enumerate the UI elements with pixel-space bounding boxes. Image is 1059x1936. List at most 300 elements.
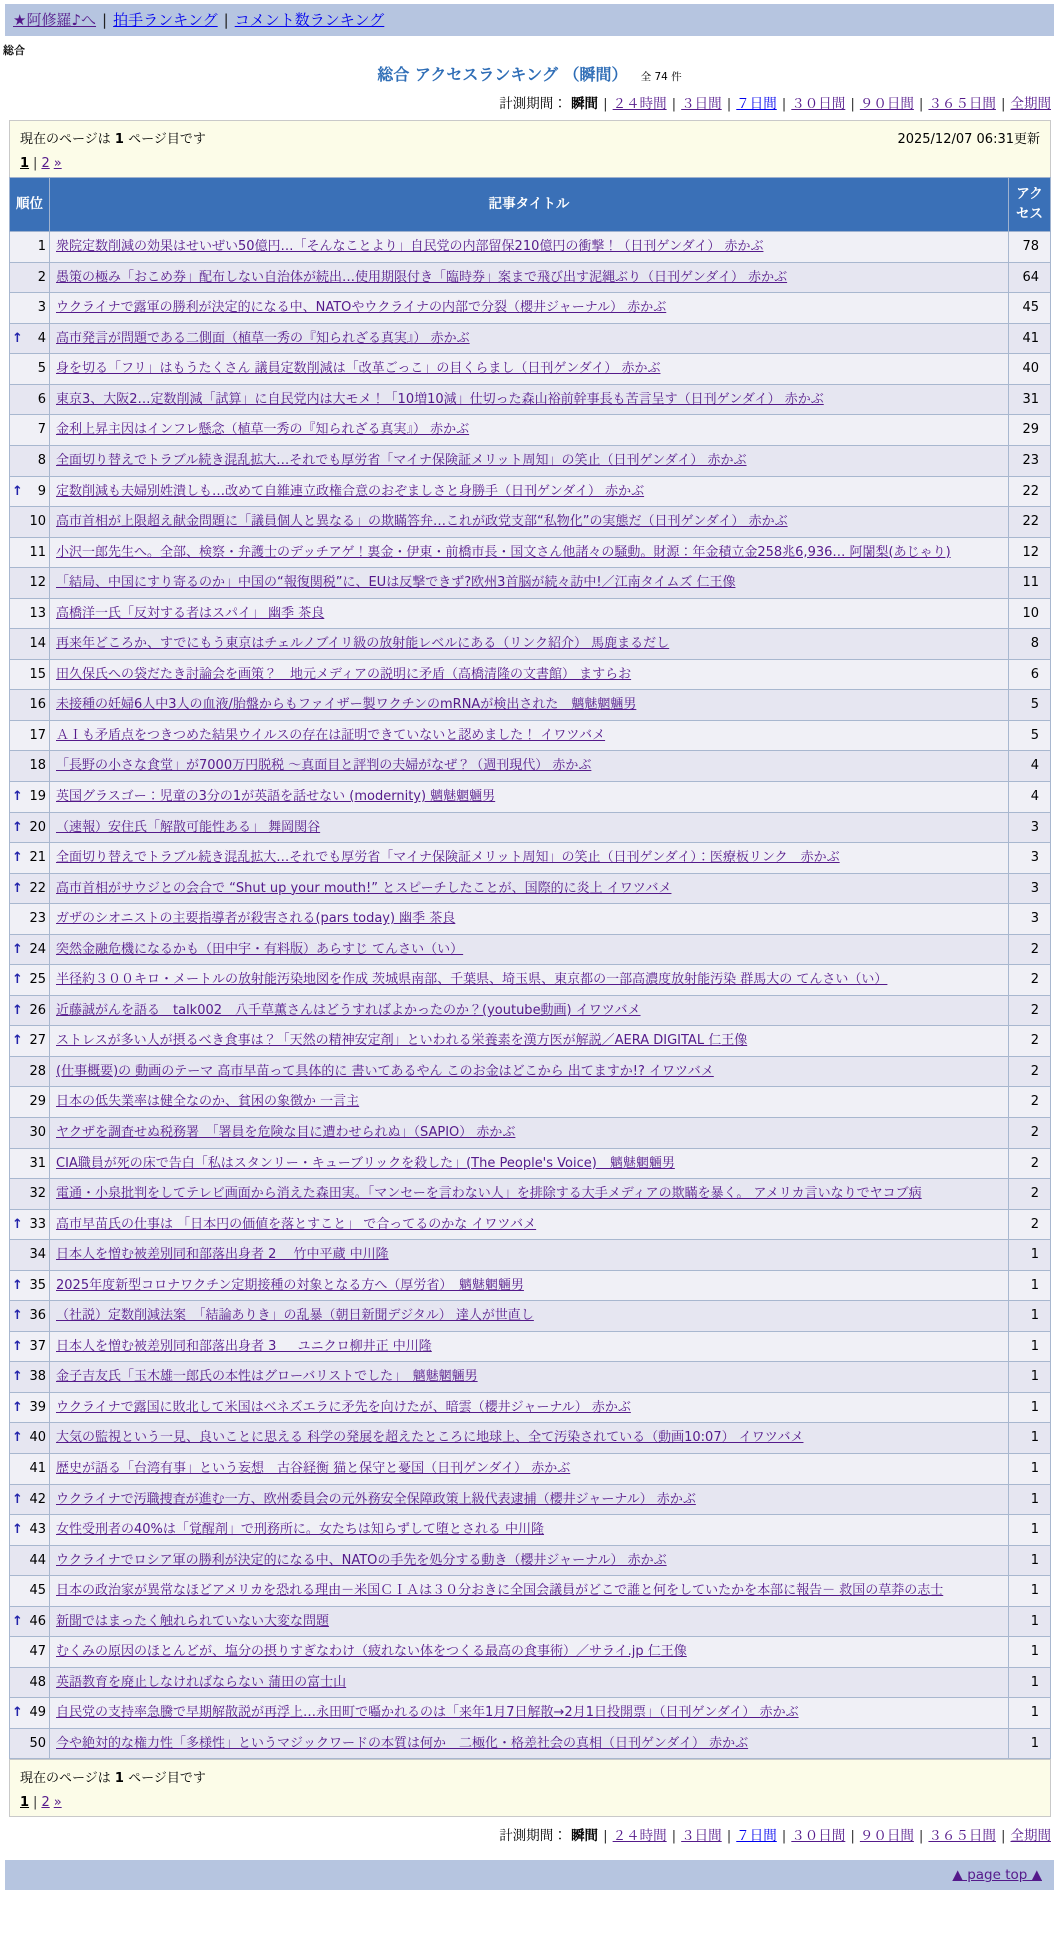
- article-link[interactable]: CIA職員が死の床で告白「私はスタンリー・キューブリックを殺した」(The People's Voice) 魑魅魍魎男: [56, 1155, 675, 1171]
- period-option[interactable]: ９０日間: [859, 96, 914, 112]
- rank-cell: [10, 598, 50, 629]
- access-count: 2: [1009, 1117, 1051, 1148]
- table-row: [10, 1515, 1051, 1546]
- article-link[interactable]: 高市首相がサウジとの会合で “Shut up your mouth!” とスピーチしたことが、国際的に炎上 イワツバメ: [56, 880, 672, 896]
- rank-up-icon: ↑: [12, 1308, 23, 1324]
- rank-cell: [10, 690, 50, 721]
- article-title-cell: [50, 1698, 1009, 1729]
- access-count: 1: [1009, 1423, 1051, 1454]
- table-row: [10, 1331, 1051, 1362]
- pagination-next[interactable]: »: [53, 156, 62, 171]
- rank-cell: [10, 1515, 50, 1546]
- table-row: [10, 1576, 1051, 1607]
- rank-up-icon: ↑: [12, 1491, 23, 1507]
- rank-up-icon: ↑: [12, 850, 23, 866]
- article-title-cell: [50, 1087, 1009, 1118]
- rank-cell: [10, 476, 50, 507]
- period-option[interactable]: ３０日間: [791, 96, 846, 112]
- table-row: [10, 1179, 1051, 1210]
- table-row: [10, 995, 1051, 1026]
- article-title-cell: [50, 232, 1009, 263]
- rank-number: 34: [29, 1247, 46, 1263]
- rank-cell: [10, 1148, 50, 1179]
- article-link[interactable]: 日本人を憎む被差別同和部落出身者 2 ＿竹中平蔵 中川隆: [56, 1247, 389, 1263]
- period-line-bottom: [0, 1824, 1059, 1844]
- page-title: 総合 アクセスランキング （瞬間）: [377, 65, 628, 84]
- table-row: [10, 1240, 1051, 1271]
- article-link[interactable]: 女性受刑者の40%は「覚醒剤」で刑務所に。女たちは知らずして堕とされる 中川隆: [56, 1522, 545, 1538]
- period-option[interactable]: ３日間: [681, 1828, 722, 1845]
- rank-number: 50: [29, 1735, 46, 1751]
- period-option[interactable]: ９０日間: [859, 1828, 914, 1845]
- rank-cell: [10, 751, 50, 782]
- rank-number: 1: [37, 239, 46, 255]
- table-row: [10, 445, 1051, 476]
- access-count: 1: [1009, 1576, 1051, 1607]
- access-count: 22: [1009, 507, 1051, 538]
- access-count: 11: [1009, 568, 1051, 599]
- table-row: [10, 1301, 1051, 1332]
- rank-number: 33: [29, 1216, 46, 1232]
- access-count: 23: [1009, 445, 1051, 476]
- access-count: 2: [1009, 1148, 1051, 1179]
- article-link[interactable]: むくみの原因のほとんどが、塩分の摂りすぎなわけ（疲れない体をつくる最高の食事術）／サライ.jp 仁王像: [56, 1644, 687, 1660]
- period-separator: |: [671, 96, 677, 112]
- article-link[interactable]: （社説）定数削減法案 「結論ありき」の乱暴（朝日新聞デジタル） 達人が世直し: [56, 1308, 534, 1324]
- rank-number: 48: [29, 1674, 46, 1690]
- main-content: [9, 120, 1051, 1817]
- article-link[interactable]: 金利上昇主因はインフレ懸念（植草一秀の『知られざる真実』） 赤かぶ: [56, 422, 470, 438]
- table-row: [10, 1667, 1051, 1698]
- table-row: [10, 537, 1051, 568]
- article-title-cell: [50, 1545, 1009, 1576]
- article-title-cell: [50, 659, 1009, 690]
- article-link[interactable]: 東京3、大阪2…定数削減「試算」に自民党内は大モメ！「10増10減」仕切った森山裕前幹事長も苦言呈す（日刊ゲンダイ） 赤かぶ: [56, 391, 824, 407]
- current-page-text: 現在のページは 1 ページ目です: [20, 1771, 206, 1787]
- article-title-cell: [50, 751, 1009, 782]
- article-link[interactable]: 「結局、中国にすり寄るのか」中国の“報復関税”に、EUは反撃できず?欧州3首脳が続々訪中!／江南タイムズ 仁王像: [56, 575, 736, 591]
- article-title-cell: [50, 1179, 1009, 1210]
- rank-cell: [10, 507, 50, 538]
- table-row: [10, 934, 1051, 965]
- article-link[interactable]: 歴史が語る「台湾有事」という妄想 古谷経衡 猫と保守と憂国（日刊ゲンダイ） 赤かぶ: [56, 1461, 571, 1476]
- rank-number: 16: [29, 697, 46, 713]
- article-link[interactable]: 自民党の支持率急騰で早期解散説が再浮上…永田町で囁かれるのは「来年1月7日解散→2月1日投開票」（日刊ゲンダイ） 赤かぶ: [56, 1705, 799, 1721]
- page-top-link[interactable]: ▲ page top ▲: [952, 1867, 1042, 1884]
- article-title-cell: [50, 1301, 1009, 1332]
- rank-up-icon: ↑: [12, 1430, 23, 1446]
- rank-up-icon: ↑: [12, 1613, 23, 1629]
- period-option[interactable]: ３０日間: [791, 1828, 846, 1845]
- rank-number: 4: [37, 330, 46, 346]
- table-row: [10, 843, 1051, 874]
- rank-cell: [10, 1026, 50, 1057]
- rank-number: 19: [29, 788, 46, 804]
- article-title-cell: [50, 934, 1009, 965]
- rank-up-icon: ↑: [12, 1705, 23, 1721]
- article-link[interactable]: ウクライナでロシア軍の勝利が決定的になる中、NATOの手先を処分する動き（櫻井ジャーナル） 赤かぶ: [56, 1552, 667, 1568]
- article-link[interactable]: 2025年度新型コロナワクチン定期接種の対象となる方へ（厚労省） 魑魅魍魎男: [56, 1277, 524, 1293]
- rank-up-icon: ↑: [12, 788, 23, 804]
- ranking-table-body: [10, 232, 1051, 1759]
- pagination-page-2[interactable]: 2: [41, 156, 50, 171]
- rank-number: 21: [29, 850, 46, 866]
- page-top-bar: [5, 1860, 1054, 1890]
- nav-separator: |: [223, 11, 229, 29]
- current-page-number: 1: [114, 132, 124, 147]
- period-option[interactable]: ２４時間: [612, 96, 667, 112]
- pagination-page-2[interactable]: 2: [41, 1795, 50, 1811]
- article-title-cell: [50, 476, 1009, 507]
- rank-cell: [10, 1606, 50, 1637]
- article-link[interactable]: 全面切り替えでトラブル続き混乱拡大…それでも厚労省「マイナ保険証メリット周知」の笑止（日刊ゲンダイ） 赤かぶ: [56, 452, 747, 468]
- access-count: 40: [1009, 354, 1051, 385]
- article-title-cell: [50, 1362, 1009, 1393]
- access-count: 1: [1009, 1454, 1051, 1485]
- article-link[interactable]: 再来年どころか、すでにもう東京はチェルノブイリ級の放射能レベルにある（リンク紹介） 馬鹿まるだし: [56, 636, 670, 652]
- period-separator: |: [726, 1828, 732, 1845]
- period-separator: |: [603, 1828, 608, 1845]
- access-count: 41: [1009, 323, 1051, 354]
- period-links: [571, 96, 1051, 112]
- article-link[interactable]: ガザのシオニストの主要指導者が殺害される(pars today) 幽季 茶良: [56, 911, 456, 927]
- rank-number: 2: [37, 269, 46, 285]
- article-title-cell: [50, 1056, 1009, 1087]
- article-title-cell: [50, 720, 1009, 751]
- table-row: [10, 1545, 1051, 1576]
- rank-number: 41: [29, 1461, 46, 1476]
- rank-up-icon: ↑: [12, 1338, 23, 1354]
- article-link[interactable]: ヤクザを調査せぬ税務署 「署員を危険な目に遭わせられぬ」（SAPIO） 赤かぶ: [56, 1124, 516, 1140]
- access-count: 1: [1009, 1515, 1051, 1546]
- rank-cell: [10, 1056, 50, 1087]
- article-link[interactable]: 定数削減も夫婦別姓潰しも…改めて自維連立政権合意のおぞましさと身勝手（日刊ゲンダイ） 赤かぶ: [56, 483, 645, 499]
- access-count: 2: [1009, 965, 1051, 996]
- rank-cell: [10, 445, 50, 476]
- current-page-number: 1: [114, 1771, 124, 1787]
- access-count: 2: [1009, 995, 1051, 1026]
- article-link[interactable]: 日本の政治家が異常なほどアメリカを恐れる理由－米国ＣＩＡは３０分おきに全国会議員がどこで誰と何をしていたかを本部に報告－ 救国の草莽の志士: [56, 1583, 944, 1599]
- table-row: [10, 262, 1051, 293]
- table-row: [10, 812, 1051, 843]
- rank-cell: [10, 1698, 50, 1729]
- header-access: アクセス: [1009, 178, 1051, 232]
- rank-cell: [10, 1637, 50, 1668]
- page-info-band-bottom: [9, 1759, 1051, 1817]
- article-link[interactable]: （速報）安住氏「解散可能性ある」 舞岡関谷: [56, 819, 321, 835]
- article-link[interactable]: 今や絶対的な権力性「多様性」というマジックワードの本質は何か 二極化・格差社会の真相（日刊ゲンダイ） 赤かぶ: [56, 1735, 749, 1751]
- article-title-cell: [50, 1026, 1009, 1057]
- title-line: [0, 62, 1059, 85]
- article-title-cell: [50, 507, 1009, 538]
- article-link[interactable]: 小沢一郎先生へ。全部、検察・弁護士のデッチアゲ！裏金・伊東・前橋市長・国文さん他諸々の騒動。財源：年金積立金258兆6,936… 阿闍梨(あじゃり): [56, 544, 951, 560]
- rank-cell: [10, 965, 50, 996]
- period-links: [571, 1828, 1051, 1844]
- article-link[interactable]: (仕事概要)の 動画のテーマ 高市早苗って具体的に 書いてあるやん このお金はどこから 出てますか!? イワツバメ: [56, 1063, 714, 1079]
- article-title-cell: [50, 1209, 1009, 1240]
- rank-cell: [10, 1484, 50, 1515]
- period-separator: |: [671, 1828, 677, 1845]
- article-title-cell: [50, 1270, 1009, 1301]
- access-count: 1: [1009, 1392, 1051, 1423]
- table-row: [10, 1270, 1051, 1301]
- nav-separator: |: [102, 11, 108, 29]
- table-row: [10, 1728, 1051, 1759]
- rank-number: 8: [37, 452, 46, 468]
- rank-cell: [10, 904, 50, 935]
- article-title-cell: [50, 965, 1009, 996]
- article-link[interactable]: 愚策の極み「おこめ券」配布しない自治体が続出…使用期限付き「臨時券」案まで飛び出す泥縄ぶり（日刊ゲンダイ） 赤かぶ: [56, 269, 788, 285]
- rank-cell: [10, 1454, 50, 1485]
- rank-number: 27: [29, 1033, 46, 1049]
- access-count: 1: [1009, 1301, 1051, 1332]
- rank-number: 45: [29, 1583, 46, 1599]
- article-link[interactable]: 未接種の妊婦6人中3人の血液/胎盤からもファイザー製ワクチンのmRNAが検出された 魑魅魍魎男: [56, 697, 637, 713]
- article-title-cell: [50, 1240, 1009, 1271]
- article-title-cell: [50, 904, 1009, 935]
- rank-cell: [10, 1545, 50, 1576]
- current-page-text: 現在のページは 1 ページ目です: [20, 132, 206, 147]
- rank-up-icon: ↑: [12, 972, 23, 988]
- rank-up-icon: ↑: [12, 1002, 23, 1018]
- article-title-cell: [50, 1576, 1009, 1607]
- access-count: 3: [1009, 812, 1051, 843]
- period-separator: |: [781, 1828, 787, 1845]
- rank-up-icon: ↑: [12, 1033, 23, 1049]
- table-header-row: [10, 178, 1051, 232]
- table-row: [10, 629, 1051, 660]
- rank-number: 28: [29, 1063, 46, 1079]
- period-separator: |: [726, 96, 732, 112]
- nav-link-clap-ranking[interactable]: 拍手ランキング: [113, 11, 218, 29]
- table-row: [10, 476, 1051, 507]
- article-link[interactable]: 新聞ではまったく触れられていない大変な問題: [56, 1613, 330, 1629]
- article-link[interactable]: 近藤誠がんを語る talk002 八千草薫さんはどうすればよかったのか？(youtube動画) イワツバメ: [56, 1002, 641, 1018]
- access-count: 2: [1009, 934, 1051, 965]
- article-link[interactable]: 日本人を憎む被差別同和部落出身者 3 ＿ ユニクロ柳井正 中川隆: [56, 1338, 432, 1354]
- access-count: 64: [1009, 262, 1051, 293]
- article-link[interactable]: 衆院定数削減の効果はせいぜい50億円…「そんなことより」自民党の内部留保210億円の衝撃！（日刊ゲンダイ） 赤かぶ: [56, 239, 764, 255]
- article-title-cell: [50, 415, 1009, 446]
- article-link[interactable]: 高市早苗氏の仕事は 「日本円の価値を落とすこと」 で合ってるのかな イワツバメ: [56, 1216, 537, 1232]
- rank-number: 42: [29, 1491, 46, 1507]
- article-link[interactable]: 大気の監視という一見、良いことに思える 科学の発展を超えたところに地球上、全て汚染されている（動画10:07） イワツバメ: [56, 1430, 804, 1446]
- access-count: 3: [1009, 843, 1051, 874]
- rank-cell: [10, 354, 50, 385]
- rank-number: 39: [29, 1399, 46, 1415]
- rank-cell: [10, 1576, 50, 1607]
- article-title-cell: [50, 995, 1009, 1026]
- rank-number: 47: [29, 1644, 46, 1660]
- rank-number: 46: [29, 1613, 46, 1629]
- rank-number: 30: [29, 1124, 46, 1140]
- article-link[interactable]: ウクライナで露国に敗北して米国はベネズエラに矛先を向けたが、暗雲（櫻井ジャーナル） 赤かぶ: [56, 1399, 631, 1415]
- article-title-cell: [50, 1423, 1009, 1454]
- rank-number: 3: [37, 300, 46, 316]
- table-row: [10, 568, 1051, 599]
- table-row: [10, 965, 1051, 996]
- rank-up-icon: ↑: [12, 1216, 23, 1232]
- period-option[interactable]: ３６５日間: [928, 1828, 996, 1845]
- rank-cell: [10, 843, 50, 874]
- table-row: [10, 1423, 1051, 1454]
- article-link[interactable]: 英語教育を廃止しなければならない 蒲田の富士山: [56, 1674, 347, 1690]
- pagination-page-1[interactable]: 1: [20, 156, 30, 171]
- rank-up-icon: ↑: [12, 1277, 23, 1293]
- article-title-cell: [50, 1637, 1009, 1668]
- article-link[interactable]: 突然金融危機になるかも（田中宇・有料版）あらすじ てんさい（い）: [56, 941, 464, 957]
- article-link[interactable]: 高市首相が上限超え献金問題に「議員個人と異なる」の欺瞞答弁…これが政党支部“私物化”の実態だ（日刊ゲンダイ） 赤かぶ: [56, 514, 788, 530]
- table-row: [10, 1087, 1051, 1118]
- rank-cell: [10, 995, 50, 1026]
- table-row: [10, 415, 1051, 446]
- period-option[interactable]: ３６５日間: [928, 96, 996, 112]
- board-label: 総合: [3, 44, 25, 57]
- access-count: 29: [1009, 415, 1051, 446]
- article-title-cell: [50, 598, 1009, 629]
- rank-cell: [10, 537, 50, 568]
- table-row: [10, 1362, 1051, 1393]
- table-row: [10, 720, 1051, 751]
- rank-number: 26: [29, 1002, 46, 1018]
- rank-cell: [10, 1087, 50, 1118]
- rank-number: 23: [29, 911, 46, 927]
- access-count: 2: [1009, 1179, 1051, 1210]
- table-row: [10, 354, 1051, 385]
- pagination-next[interactable]: »: [53, 1795, 62, 1811]
- article-link[interactable]: 半径約３００キロ・メートルの放射能汚染地図を作成 茨城県南部、千葉県、埼玉県、東京都の一部高濃度放射能汚染 群馬大の てんさい（い）: [56, 972, 888, 988]
- pagination: [20, 1795, 1040, 1810]
- article-title-cell: [50, 629, 1009, 660]
- article-link[interactable]: 金子吉友氏「玉木雄一郎氏の本性はグローバリストでした」 魑魅魍魎男: [56, 1369, 478, 1385]
- article-link[interactable]: 日本の低失業率は健全なのか、貧困の象徴か 一言主: [56, 1094, 360, 1110]
- access-count: 1: [1009, 1667, 1051, 1698]
- header-rank: 順位: [10, 178, 50, 232]
- rank-number: 36: [29, 1308, 46, 1324]
- period-option[interactable]: 全期間: [1010, 96, 1051, 112]
- article-title-cell: [50, 323, 1009, 354]
- rank-cell: [10, 1179, 50, 1210]
- page-info-band-top: [9, 120, 1051, 177]
- rank-number: 40: [29, 1430, 46, 1446]
- access-count: 1: [1009, 1484, 1051, 1515]
- rank-number: 22: [29, 880, 46, 896]
- table-row: [10, 659, 1051, 690]
- rank-number: 29: [29, 1094, 46, 1110]
- rank-up-icon: ↑: [12, 483, 23, 499]
- access-count: 2: [1009, 1087, 1051, 1118]
- rank-up-icon: ↑: [12, 1369, 23, 1385]
- rank-cell: [10, 1301, 50, 1332]
- article-title-cell: [50, 445, 1009, 476]
- rank-cell: [10, 781, 50, 812]
- rank-number: 38: [29, 1369, 46, 1385]
- period-option[interactable]: 全期間: [1010, 1828, 1051, 1845]
- article-link[interactable]: ＡＩも矛盾点をつきつめた結果ウイルスの存在は証明できていないと認めました！ イワツバメ: [56, 727, 606, 743]
- article-link[interactable]: 英国グラスゴー：児童の3分の1が英語を話せない (modernity) 魑魅魍魎男: [56, 788, 496, 804]
- rank-cell: [10, 629, 50, 660]
- table-row: [10, 1454, 1051, 1485]
- access-count: 2: [1009, 1026, 1051, 1057]
- period-separator: |: [781, 96, 787, 112]
- access-count: 6: [1009, 659, 1051, 690]
- access-count: 5: [1009, 690, 1051, 721]
- article-title-cell: [50, 1454, 1009, 1485]
- table-row: [10, 751, 1051, 782]
- table-row: [10, 1637, 1051, 1668]
- pagination-page-1[interactable]: 1: [20, 1795, 30, 1811]
- rank-number: 35: [29, 1277, 46, 1293]
- article-title-cell: [50, 812, 1009, 843]
- article-title-cell: [50, 1392, 1009, 1423]
- period-option[interactable]: ３日間: [681, 96, 722, 112]
- article-link[interactable]: ストレスが多い人が摂るべき食事は？「天然の精神安定剤」といわれる栄養素を漢方医が解説／AERA DIGITAL 仁王像: [56, 1033, 748, 1049]
- access-count: 1: [1009, 1331, 1051, 1362]
- rank-up-icon: ↑: [12, 941, 23, 957]
- article-link[interactable]: 身を切る「フリ」はもうたくさん 議員定数削減は「改革ごっこ」の目くらまし（日刊ゲンダイ） 赤かぶ: [56, 361, 661, 377]
- article-link[interactable]: 全面切り替えでトラブル続き混乱拡大…それでも厚労省「マイナ保険証メリット周知」の笑止（日刊ゲンダイ）：医療板リンク 赤かぶ: [56, 850, 840, 866]
- top-nav-bar: [5, 4, 1054, 36]
- rank-up-icon: ↑: [12, 330, 23, 346]
- period-label: 計測期間：: [499, 96, 567, 112]
- nav-link-asyura-home[interactable]: ★阿修羅♪へ: [13, 11, 97, 29]
- table-row: [10, 1484, 1051, 1515]
- access-count: 2: [1009, 1209, 1051, 1240]
- article-link[interactable]: 田久保氏への袋だたき討論会を画策？ 地元メディアの説明に矛盾（高橋清隆の文書館） ますらお: [56, 666, 632, 682]
- nav-link-comment-ranking[interactable]: コメント数ランキング: [234, 11, 385, 29]
- table-row: [10, 1392, 1051, 1423]
- rank-cell: [10, 568, 50, 599]
- article-link[interactable]: 高橋洋一氏「反対する者はスパイ」 幽季 茶良: [56, 605, 325, 621]
- rank-up-icon: ↑: [12, 1522, 23, 1538]
- article-link[interactable]: 高市発言が問題である二側面（植草一秀の『知られざる真実』） 赤かぶ: [56, 330, 470, 346]
- rank-number: 7: [37, 422, 46, 438]
- rank-cell: [10, 1667, 50, 1698]
- period-label: 計測期間：: [499, 1828, 567, 1845]
- article-link[interactable]: 電通・小泉批判をしてテレビ画面から消えた森田実。「マンセーを言わない人」を排除する大手メディアの欺瞞を暴く。 アメリカ言いなりでヤコブ病: [56, 1186, 922, 1202]
- period-option[interactable]: ７日間: [736, 96, 777, 112]
- period-option: 瞬間: [571, 96, 599, 112]
- article-link[interactable]: ウクライナで露軍の勝利が決定的になる中、NATOやウクライナの内部で分裂（櫻井ジャーナル） 赤かぶ: [56, 300, 667, 316]
- table-row: [10, 598, 1051, 629]
- access-count: 1: [1009, 1698, 1051, 1729]
- article-link[interactable]: 「長野の小さな食堂」が7000万円脱税 ～真面目と評判の夫婦がなぜ？（週刊現代） 赤かぶ: [56, 758, 592, 774]
- rank-number: 20: [29, 819, 46, 835]
- rank-number: 11: [29, 544, 46, 560]
- rank-number: 14: [29, 636, 46, 652]
- rank-cell: [10, 1209, 50, 1240]
- table-row: [10, 1117, 1051, 1148]
- article-title-cell: [50, 1331, 1009, 1362]
- rank-number: 32: [29, 1186, 46, 1202]
- article-title-cell: [50, 1667, 1009, 1698]
- rank-cell: [10, 323, 50, 354]
- rank-cell: [10, 812, 50, 843]
- access-count: 1: [1009, 1728, 1051, 1759]
- period-option[interactable]: ７日間: [736, 1828, 777, 1845]
- access-count: 1: [1009, 1606, 1051, 1637]
- rank-number: 37: [29, 1338, 46, 1354]
- period-separator: |: [850, 1828, 855, 1845]
- pagination: [20, 156, 1040, 171]
- article-title-cell: [50, 1728, 1009, 1759]
- table-row: [10, 232, 1051, 263]
- rank-cell: [10, 1392, 50, 1423]
- access-count: 5: [1009, 720, 1051, 751]
- period-option[interactable]: ２４時間: [612, 1828, 667, 1845]
- period-separator: |: [1000, 1828, 1006, 1845]
- article-link[interactable]: ウクライナで汚職捜査が進む一方、欧州委員会の元外務安全保障政策上級代表逮捕（櫻井ジャーナル） 赤かぶ: [56, 1491, 696, 1507]
